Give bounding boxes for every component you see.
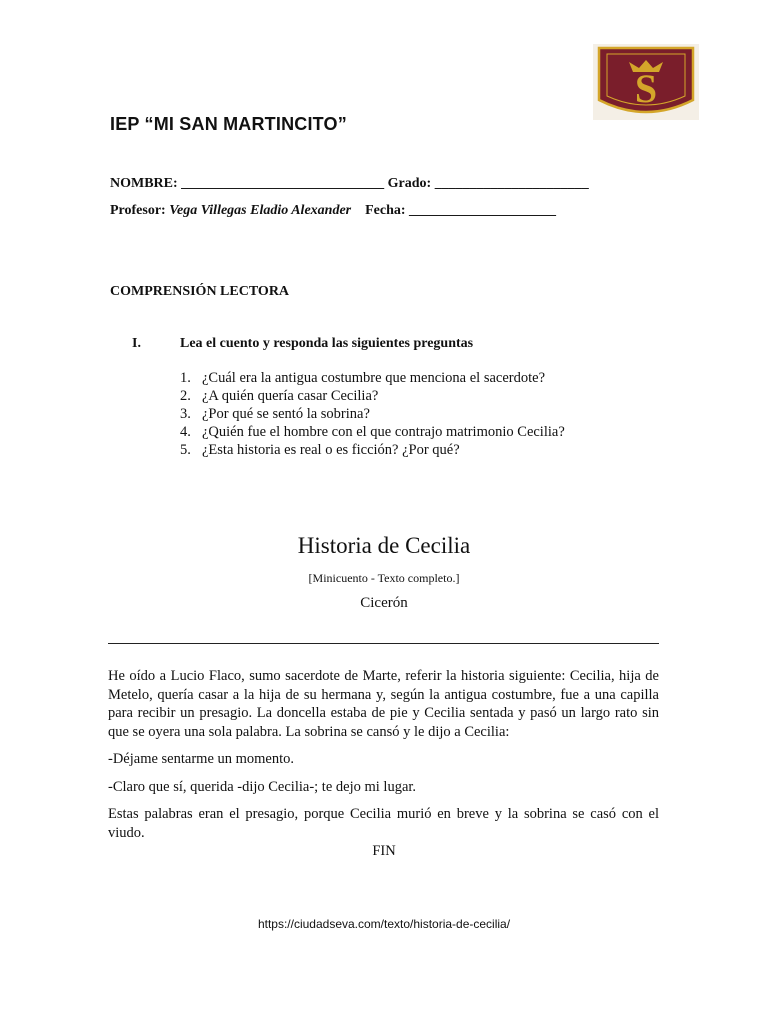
fecha-label: Fecha: bbox=[365, 203, 406, 218]
profesor-fecha-line bbox=[110, 203, 556, 219]
divider bbox=[108, 643, 659, 644]
nombre-field[interactable]: _____________________________ bbox=[181, 176, 385, 191]
profesor-name: Vega Villegas Eladio Alexander bbox=[169, 203, 352, 218]
question-number: 2. bbox=[180, 388, 191, 404]
story-end: FIN bbox=[372, 843, 396, 859]
question-item bbox=[180, 405, 565, 423]
grado-field[interactable]: ______________________ bbox=[434, 176, 589, 191]
question-number: 5. bbox=[180, 442, 191, 458]
grado-label: Grado: bbox=[387, 176, 432, 191]
story-author: Cicerón bbox=[360, 595, 408, 611]
questions-list bbox=[180, 369, 565, 459]
school-name: IEP “MI SAN MARTINCITO” bbox=[110, 114, 347, 134]
nombre-label: NOMBRE: bbox=[110, 176, 178, 191]
section-number: I. bbox=[132, 336, 141, 351]
story-title: Historia de Cecilia bbox=[297, 533, 471, 558]
question-item bbox=[180, 423, 565, 441]
question-number: 3. bbox=[180, 406, 191, 422]
nombre-grado-line bbox=[110, 176, 589, 192]
school-logo bbox=[593, 44, 699, 120]
question-item bbox=[180, 369, 565, 387]
question-item bbox=[180, 441, 565, 459]
instruction-text: Lea el cuento y responda las siguientes preguntas bbox=[180, 336, 474, 351]
question-text: ¿A quién quería casar Cecilia? bbox=[202, 388, 379, 404]
story-paragraph: -Claro que sí, querida -dijo Cecilia-; te dejo mi lugar. bbox=[108, 778, 417, 795]
question-number: 1. bbox=[180, 370, 191, 386]
question-text: ¿Por qué se sentó la sobrina? bbox=[202, 406, 370, 422]
question-text: ¿Esta historia es real o es ficción? ¿Por qué? bbox=[202, 442, 460, 458]
question-item bbox=[180, 387, 565, 405]
shield-logo-icon bbox=[593, 44, 699, 120]
story-subtitle: [Minicuento - Texto completo.] bbox=[308, 571, 460, 585]
question-text: ¿Quién fue el hombre con el que contrajo matrimonio Cecilia? bbox=[202, 424, 565, 440]
story-paragraph: -Déjame sentarme un momento. bbox=[108, 751, 295, 767]
question-text: ¿Cuál era la antigua costumbre que menciona el sacerdote? bbox=[202, 370, 546, 386]
section-title: COMPRENSIÓN LECTORA bbox=[110, 284, 290, 299]
source-link[interactable]: https://ciudadseva.com/texto/historia-de-cecilia/ bbox=[257, 917, 511, 931]
logo-letter: S bbox=[634, 66, 658, 111]
fecha-field[interactable]: _____________________ bbox=[409, 203, 557, 218]
story-paragraph: He oído a Lucio Flaco, sumo sacerdote de Marte, referir la historia siguiente: Cecilia, hija de Metelo, quería casar a la hija de su hermana y, según la antigua costumbre, fue a una capilla para recibir un presagio. La doncella estaba de pie y Cecilia sentada y pasó un largo rato sin que se oyera una sola palabra. La sobrina se cansó y le dijo a Cecilia: bbox=[108, 668, 659, 740]
story-body bbox=[108, 667, 659, 851]
story-paragraph: Estas palabras eran el presagio, porque Cecilia murió en breve y la sobrina se casó con el viudo. bbox=[108, 806, 659, 841]
profesor-label: Profesor: bbox=[110, 203, 166, 218]
question-number: 4. bbox=[180, 424, 191, 440]
